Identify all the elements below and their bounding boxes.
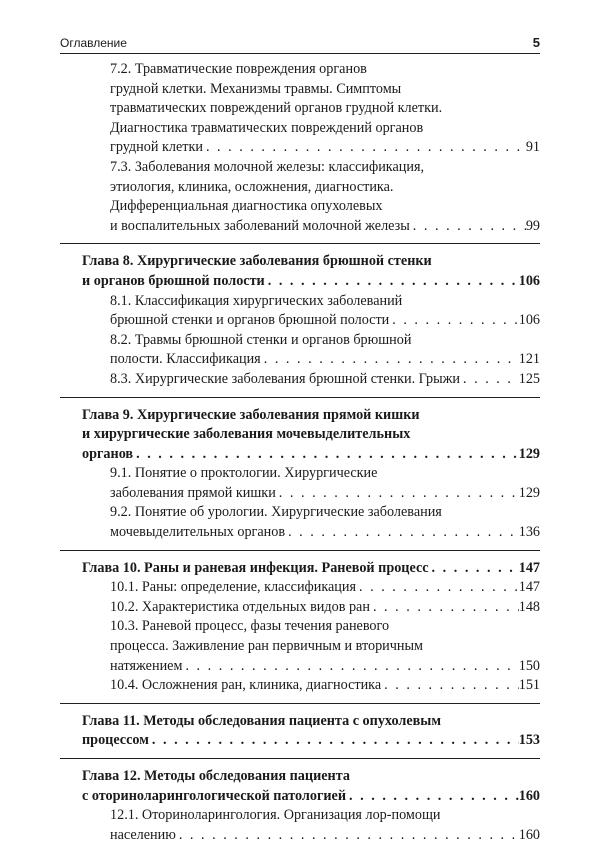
- toc-page-number: 147: [518, 559, 540, 576]
- toc-entry-line: 12.1. Оториноларингология. Организация лор-помощи: [110, 807, 441, 824]
- toc-entry-last-line: [110, 598, 540, 618]
- running-header-title: Оглавление: [60, 36, 127, 50]
- toc-section-entry[interactable]: [60, 598, 540, 618]
- table-of-contents: [60, 60, 540, 845]
- toc-page-number: 160: [518, 826, 540, 843]
- toc-page-number: 121: [518, 351, 540, 368]
- toc-entry-line: Глава 12. Методы обследования пациента: [82, 768, 350, 784]
- toc-entry-text: с оториноларингологической патологией: [82, 787, 347, 804]
- toc-entry-line: 7.2. Травматические повреждения органов: [110, 61, 367, 77]
- toc-page-number: 153: [518, 732, 540, 749]
- toc-entry-text: органов: [82, 445, 134, 462]
- toc-entry-text: процессом: [82, 732, 149, 749]
- chapter-separator: [60, 758, 540, 759]
- toc-section-entry[interactable]: [60, 676, 540, 696]
- dot-leader: [203, 138, 526, 158]
- toc-entry-text: полости. Классификация: [110, 351, 261, 368]
- toc-entry-line: процесса. Заживление ран первичным и вторичным: [110, 638, 424, 655]
- toc-entry-line: 8.2. Травмы брюшной стенки и органов брюшной: [110, 331, 412, 348]
- toc-section-entry[interactable]: [60, 806, 540, 845]
- toc-entry-line: Глава 9. Хирургические заболевания прямой кишки: [82, 406, 420, 423]
- toc-entry-line: и хирургические заболевания мочевыделительных: [82, 426, 411, 443]
- toc-chapter-entry[interactable]: [60, 712, 540, 751]
- chapter-separator: [60, 550, 540, 551]
- toc-entry-last-line: [110, 657, 540, 677]
- toc-entry-text: населению: [110, 826, 176, 843]
- toc-page-number: 160: [518, 787, 540, 804]
- dot-leader: [389, 311, 518, 331]
- toc-chapter-entry[interactable]: [60, 406, 540, 465]
- toc-entry-last-line: [110, 523, 540, 543]
- toc-entry-last-line: [110, 676, 540, 696]
- toc-entry-last-line: [110, 578, 540, 598]
- toc-page-number: 150: [518, 657, 540, 674]
- dot-leader: [356, 578, 519, 598]
- toc-chapter-entry[interactable]: [60, 767, 540, 806]
- dot-leader: [182, 657, 518, 677]
- toc-page-number: 91: [525, 139, 540, 156]
- dot-leader: [429, 559, 519, 579]
- toc-entry-last-line: [82, 731, 540, 751]
- toc-entry-last-line: [110, 350, 540, 370]
- toc-page-number: 151: [518, 677, 540, 694]
- toc-page-number: 147: [518, 579, 540, 596]
- toc-page-number: 129: [518, 445, 540, 462]
- toc-section-entry[interactable]: [60, 331, 540, 370]
- toc-page-number: 106: [518, 272, 540, 289]
- dot-leader: [133, 445, 519, 465]
- toc-entry-last-line: [110, 484, 540, 504]
- toc-page-number: 136: [518, 524, 540, 541]
- toc-entry-text: 8.3. Хирургические заболевания брюшной стенки. Грыжи: [110, 370, 461, 387]
- toc-entry-line: 8.1. Классификация хирургических заболеваний: [110, 292, 403, 309]
- toc-entry-last-line: [82, 787, 540, 807]
- dot-leader: [265, 272, 519, 292]
- toc-entry-line: травматических повреждений органов грудной клетки.: [110, 100, 443, 117]
- toc-entry-text: 10.2. Характеристика отдельных видов ран: [110, 598, 370, 615]
- toc-entry-text: Глава 10. Раны и раневая инфекция. Раневой процесс: [82, 559, 429, 576]
- dot-leader: [276, 484, 519, 504]
- dot-leader: [370, 598, 519, 618]
- toc-section-entry[interactable]: [60, 158, 540, 236]
- toc-entry-text: мочевыделительных органов: [110, 524, 286, 541]
- toc-entry-line: 10.3. Раневой процесс, фазы течения раневого: [110, 618, 390, 635]
- toc-entry-last-line: [82, 445, 540, 465]
- toc-entry-text: 10.4. Осложнения ран, клиника, диагностика: [110, 677, 382, 694]
- toc-entry-text: 10.1. Раны: определение, классификация: [110, 579, 357, 596]
- toc-entry-last-line: [110, 311, 540, 331]
- toc-entry-line: Дифференциальная диагностика опухолевых: [110, 198, 383, 215]
- chapter-separator: [60, 243, 540, 244]
- dot-leader: [346, 787, 519, 807]
- toc-chapter-entry[interactable]: [60, 252, 540, 291]
- toc-entry-last-line: [110, 370, 540, 390]
- dot-leader: [285, 523, 519, 543]
- toc-section-entry[interactable]: [60, 370, 540, 390]
- chapter-separator: [60, 703, 540, 704]
- toc-section-entry[interactable]: [60, 464, 540, 503]
- toc-entry-last-line: [82, 272, 540, 292]
- toc-chapter-entry[interactable]: [60, 559, 540, 579]
- toc-page-number: 125: [518, 370, 540, 387]
- toc-entry-last-line: [110, 826, 540, 845]
- toc-entry-line: этиология, клиника, осложнения, диагностика.: [110, 178, 394, 195]
- toc-entry-line: 7.3. Заболевания молочной железы: классификация,: [110, 158, 425, 175]
- toc-page-number: 148: [518, 598, 540, 615]
- toc-section-entry[interactable]: [60, 60, 540, 158]
- dot-leader: [410, 217, 526, 237]
- chapter-separator: [60, 397, 540, 398]
- toc-entry-text: натяжением: [110, 657, 183, 674]
- dot-leader: [149, 731, 519, 751]
- dot-leader: [381, 676, 519, 696]
- toc-section-entry[interactable]: [60, 292, 540, 331]
- dot-leader: [460, 370, 519, 390]
- toc-entry-line: 9.2. Понятие об урологии. Хирургические заболевания: [110, 504, 442, 521]
- toc-entry-line: грудной клетки. Механизмы травмы. Симптомы: [110, 80, 402, 97]
- toc-entry-last-line: [110, 138, 540, 158]
- toc-section-entry[interactable]: [60, 617, 540, 676]
- toc-section-entry[interactable]: [60, 578, 540, 598]
- page-number: 5: [532, 35, 540, 50]
- running-header: [60, 33, 540, 54]
- toc-entry-text: и органов брюшной полости: [82, 272, 265, 289]
- toc-entry-line: Глава 11. Методы обследования пациента с опухолевым: [82, 712, 442, 729]
- dot-leader: [176, 826, 519, 845]
- toc-page-number: 99: [525, 217, 540, 234]
- toc-entry-last-line: [82, 559, 540, 579]
- toc-entry-line: Диагностика травматических повреждений органов: [110, 119, 424, 136]
- toc-entry-text: и воспалительных заболеваний молочной железы: [110, 217, 410, 234]
- toc-entry-text: грудной клетки: [110, 139, 203, 156]
- toc-entry-line: Глава 8. Хирургические заболевания брюшной стенки: [82, 253, 432, 270]
- toc-entry-text: брюшной стенки и органов брюшной полости: [110, 312, 390, 329]
- toc-page-number: 129: [518, 484, 540, 501]
- toc-entry-line: 9.1. Понятие о проктологии. Хирургические: [110, 465, 378, 482]
- dot-leader: [261, 350, 519, 370]
- toc-section-entry[interactable]: [60, 503, 540, 542]
- toc-entry-text: заболевания прямой кишки: [110, 484, 276, 501]
- toc-entry-last-line: [110, 217, 540, 237]
- toc-page-number: 106: [518, 312, 540, 329]
